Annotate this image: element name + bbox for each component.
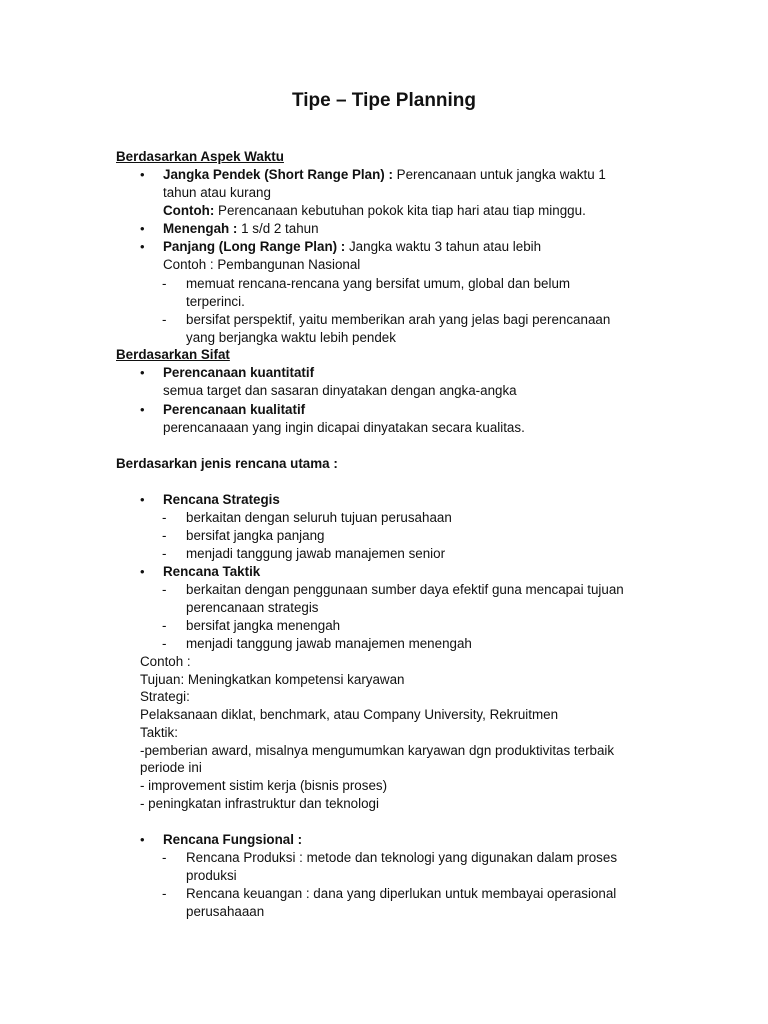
strategis-point-2: bersifat jangka panjang: [186, 528, 325, 543]
term-jangka-pendek: Jangka Pendek (Short Range Plan) :: [163, 167, 393, 182]
contoh-panjang: Contoh : Pembangunan Nasional: [163, 257, 361, 272]
desc-jangka-pendek-cont: tahun atau kurang: [163, 185, 271, 200]
desc-menengah: 1 s/d 2 tahun: [237, 221, 319, 236]
panjang-point-1-cont: terperinci.: [186, 294, 245, 309]
term-strategis: Rencana Strategis: [163, 492, 280, 507]
bullet-icon: •: [140, 239, 145, 254]
dash-marker: -: [162, 276, 167, 291]
strategis-point-1: berkaitan dengan seluruh tujuan perusahaan: [186, 510, 452, 525]
item-menengah: [163, 220, 319, 238]
bullet-icon: •: [140, 365, 145, 380]
contoh-strategi-label: Strategi:: [140, 689, 190, 704]
desc-kualitatif: perencanaaan yang ingin dicapai dinyatakan secara kualitas.: [163, 420, 525, 435]
dash-marker: -: [162, 636, 167, 651]
contoh-tujuan: Tujuan: Meningkatkan kompetensi karyawan: [140, 672, 405, 687]
strategis-point-3: menjadi tanggung jawab manajemen senior: [186, 546, 446, 561]
dash-marker: -: [162, 510, 167, 525]
contoh-text: Perencanaan kebutuhan pokok kita tiap hari atau tiap minggu.: [214, 203, 586, 218]
fungsional-point-1-cont: produksi: [186, 868, 237, 883]
contoh-taktik-label: Taktik:: [140, 725, 178, 740]
dash-marker: -: [162, 886, 167, 901]
page-title: Tipe – Tipe Planning: [291, 90, 477, 111]
term-panjang: Panjang (Long Range Plan) :: [163, 239, 346, 254]
contoh-taktik-1: -pemberian award, misalnya mengumumkan karyawan dgn produktivitas terbaik: [140, 743, 615, 758]
contoh-taktik-3: - peningkatan infrastruktur dan teknologi: [140, 796, 379, 811]
dash-marker: -: [162, 582, 167, 597]
panjang-point-2: bersifat perspektif, yaitu memberikan arah yang jelas bagi perencanaan: [186, 312, 611, 327]
contoh-label: Contoh :: [140, 654, 191, 669]
term-kuantitatif: Perencanaan kuantitatif: [163, 365, 315, 380]
desc-jangka-pendek: Perencanaan untuk jangka waktu 1: [392, 167, 606, 182]
dash-marker: -: [162, 312, 167, 327]
contoh-strategi-text: Pelaksanaan diklat, benchmark, atau Company University, Rekruitmen: [140, 707, 559, 722]
term-kualitatif: Perencanaan kualitatif: [163, 402, 306, 417]
desc-panjang: Jangka waktu 3 tahun atau lebih: [345, 239, 542, 254]
term-taktik: Rencana Taktik: [163, 564, 261, 579]
bullet-icon: •: [140, 221, 145, 236]
panjang-point-2-cont: yang berjangka waktu lebih pendek: [186, 330, 396, 345]
item-jangka-pendek: [163, 166, 606, 184]
taktik-point-1: berkaitan dengan penggunaan sumber daya efektif guna mencapai tujuan: [186, 582, 624, 597]
bullet-icon: •: [140, 564, 145, 579]
bullet-icon: •: [140, 402, 145, 417]
fungsional-point-2-cont: perusahaaan: [186, 904, 265, 919]
fungsional-point-2: Rencana keuangan : dana yang diperlukan untuk membayai operasional: [186, 886, 617, 901]
contoh-taktik-1-cont: periode ini: [140, 760, 202, 775]
taktik-point-1-cont: perencanaan strategis: [186, 600, 319, 615]
term-fungsional: Rencana Fungsional :: [163, 832, 303, 847]
contoh-jangka-pendek: [163, 202, 586, 220]
desc-kuantitatif: semua target dan sasaran dinyatakan dengan angka-angka: [163, 383, 517, 398]
bullet-icon: •: [140, 492, 145, 507]
section-heading-waktu: Berdasarkan Aspek Waktu: [116, 149, 284, 164]
dash-marker: -: [162, 528, 167, 543]
bullet-icon: •: [140, 167, 145, 182]
dash-marker: -: [162, 850, 167, 865]
term-menengah: Menengah :: [163, 221, 238, 236]
contoh-taktik-2: - improvement sistim kerja (bisnis proses): [140, 778, 388, 793]
section-heading-sifat: Berdasarkan Sifat: [116, 347, 230, 362]
dash-marker: -: [162, 546, 167, 561]
section-heading-jenis: Berdasarkan jenis rencana utama :: [116, 456, 338, 471]
contoh-label: Contoh:: [163, 203, 215, 218]
fungsional-point-1: Rencana Produksi : metode dan teknologi yang digunakan dalam proses: [186, 850, 618, 865]
bullet-icon: •: [140, 832, 145, 847]
item-panjang: [163, 238, 541, 256]
panjang-point-1: memuat rencana-rencana yang bersifat umum, global dan belum: [186, 276, 571, 291]
taktik-point-2: bersifat jangka menengah: [186, 618, 341, 633]
taktik-point-3: menjadi tanggung jawab manajemen menengah: [186, 636, 472, 651]
dash-marker: -: [162, 618, 167, 633]
